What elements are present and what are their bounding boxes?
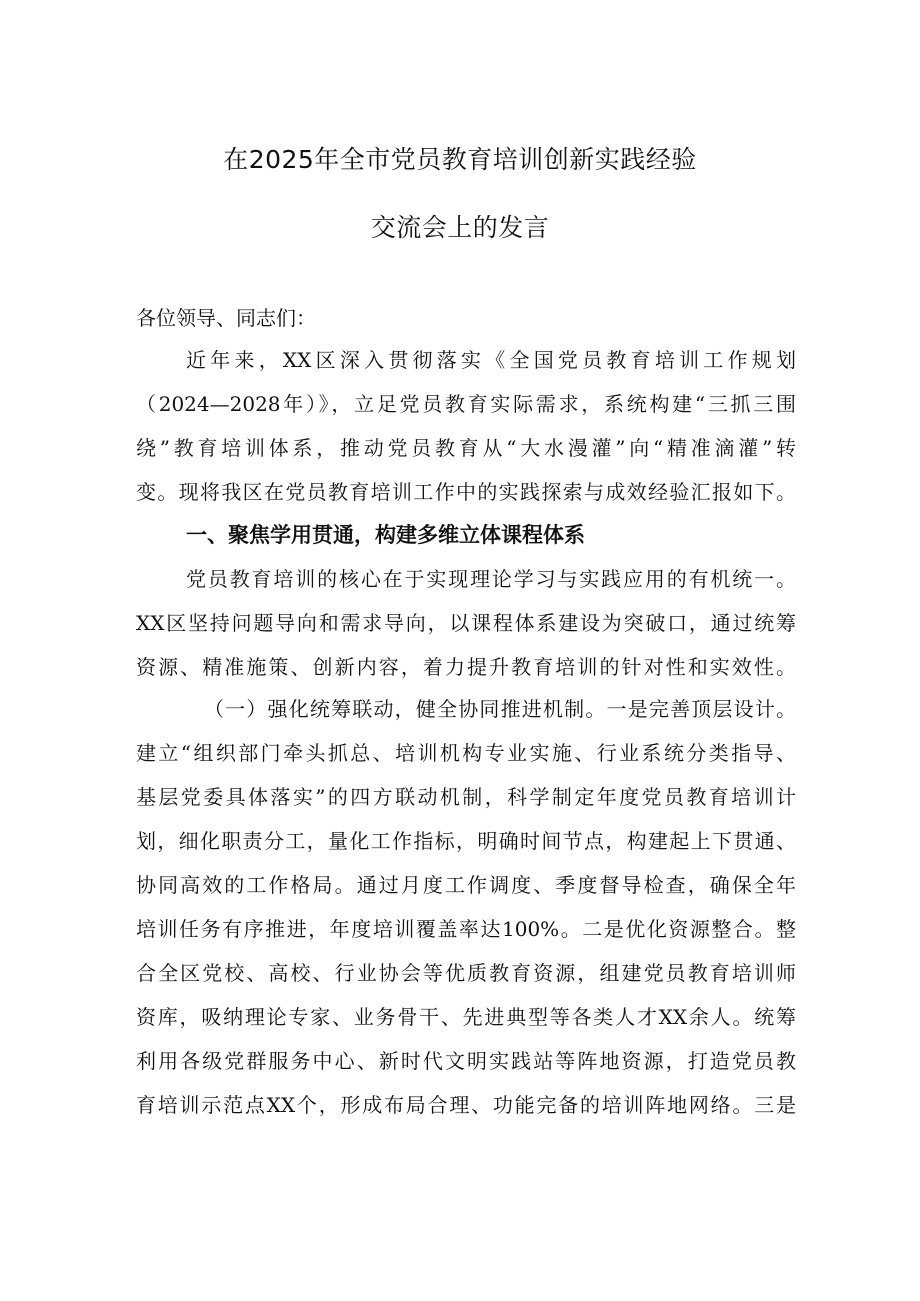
subsection-line: 建立“组织部门牵头抓总、培训机构专业实施、行业系统分类指导、 (136, 741, 796, 765)
subsection-line: 合全区党校、高校、行业协会等优质教育资源，组建党员教育培训师 (136, 961, 796, 985)
document-title-line-2: 交流会上的发言 (370, 213, 550, 242)
intro-line: 绕”教育培训体系，推动党员教育从“大水漫灌”向“精准滴灌”转 (136, 436, 796, 460)
intro-line: 变。现将我区在党员教育培训工作中的实践探索与成效经验汇报如下。 (136, 480, 796, 504)
intro-line: 近年来，XX区深入贯彻落实《全国党员教育培训工作规划 (186, 348, 796, 372)
subsection-line: 协同高效的工作格局。通过月度工作调度、季度督导检查，确保全年 (136, 873, 796, 897)
subsection-line: （一）强化统筹联动，健全协同推进机制。一是完善顶层设计。 (204, 697, 796, 721)
subsection-line: 资库，吸纳理论专家、业务骨干、先进典型等各类人才XX余人。统筹 (136, 1005, 796, 1029)
subsection-line: 育培训示范点XX个，形成布局合理、功能完备的培训阵地网络。三是 (136, 1093, 796, 1117)
section-line: 党员教育培训的核心在于实现理论学习与实践应用的有机统一。 (186, 567, 796, 591)
subsection-line: 利用各级党群服务中心、新时代文明实践站等阵地资源，打造党员教 (136, 1049, 796, 1073)
section-line: XX区坚持问题导向和需求导向，以课程体系建设为突破口，通过统筹 (136, 611, 796, 635)
section-line: 资源、精准施策、创新内容，着力提升教育培训的针对性和实效性。 (136, 655, 796, 679)
subsection-line: 划，细化职责分工，量化工作指标，明确时间节点，构建起上下贯通、 (136, 829, 796, 853)
document-title-line-1: 在2025年全市党员教育培训创新实践经验 (223, 145, 697, 174)
subsection-line: 基层党委具体落实”的四方联动机制，科学制定年度党员教育培训计 (136, 785, 796, 809)
intro-line: （2024—2028年）》，立足党员教育实际需求，系统构建“三抓三围 (136, 392, 796, 416)
salutation: 各位领导、同志们： (136, 306, 316, 330)
section-heading: 一、聚焦学用贯通，构建多维立体课程体系 (186, 523, 585, 547)
subsection-line: 培训任务有序推进，年度培训覆盖率达100%。二是优化资源整合。整 (136, 917, 796, 941)
